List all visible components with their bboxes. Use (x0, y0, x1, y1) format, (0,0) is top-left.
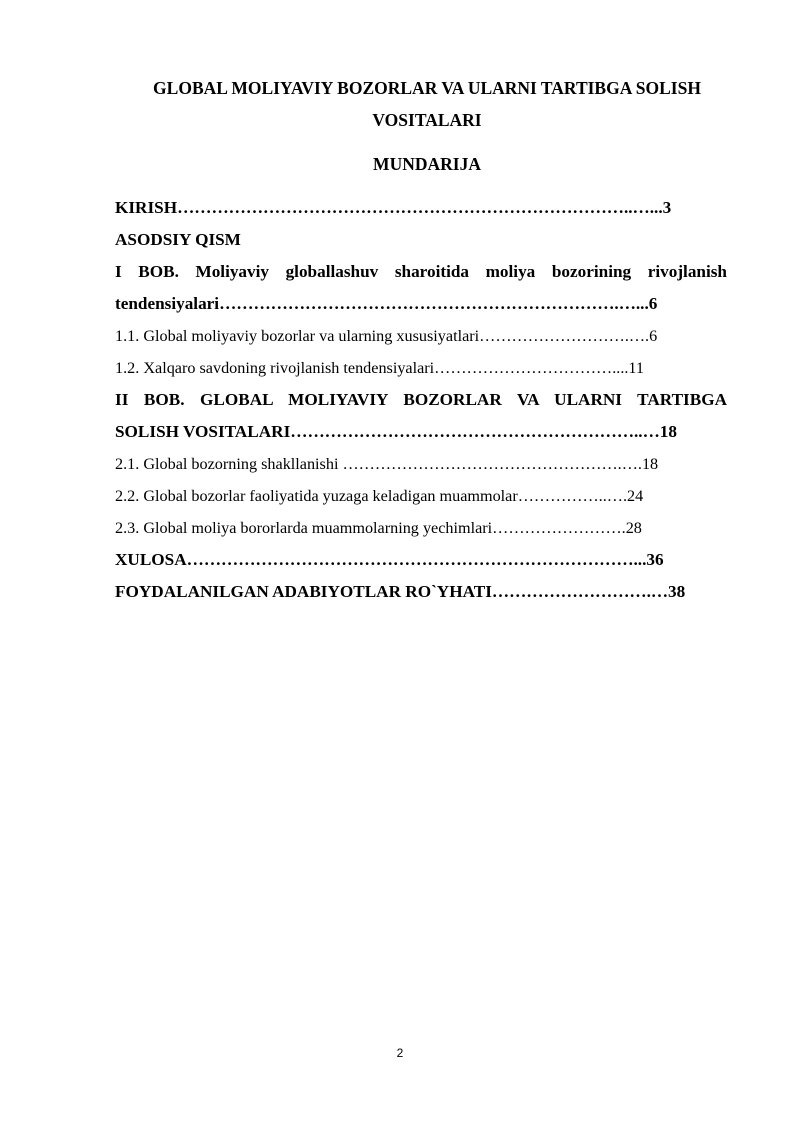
toc-entry-chapter-2-line-2: SOLISH VOSITALARI……………………………………………………..…18 (115, 422, 677, 441)
toc-entry-section-2-2: 2.2. Global bozorlar faoliyatida yuzaga keladigan muammolar……………..….24 (115, 487, 644, 505)
page-number: 2 (396, 1046, 404, 1060)
toc-entry-chapter-1-line-2: tendensiyalari…………………………………………………………….…...6 (115, 294, 658, 313)
table-of-contents (115, 192, 727, 608)
document-title-line-2: VOSITALARI (372, 110, 482, 130)
toc-entry-kirish: KIRISH……………………………………………………………………..…...3 (115, 198, 672, 217)
document-title-line-1: GLOBAL MOLIYAVIY BOZORLAR VA ULARNI TARTIBGA SOLISH (153, 78, 701, 98)
toc-entry-section-2-3: 2.3. Global moliya bororlarda muammolarning yechimlari…………………….28 (115, 519, 642, 537)
toc-heading: MUNDARIJA (373, 154, 481, 174)
toc-entry-asosiy-qism: ASODSIY QISM (115, 230, 241, 249)
toc-entry-chapter-2-line-1: II BOB. GLOBAL MOLIYAVIY BOZORLAR VA ULARNI TARTIBGA (115, 390, 727, 409)
toc-entry-references: FOYDALANILGAN ADABIYOTLAR RO`YHATI……………………….…38 (115, 582, 686, 601)
toc-entry-xulosa: XULOSA……………………………………………………………………...36 (115, 550, 664, 569)
toc-entry-chapter-1-line-1: I BOB. Moliyaviy globallashuv sharoitida moliya bozorining rivojlanish (115, 262, 727, 281)
toc-entry-section-1-2: 1.2. Xalqaro savdoning rivojlanish tendensiyalari……………………………....11 (115, 359, 645, 377)
toc-entry-section-2-1: 2.1. Global bozorning shakllanishi …………………………………………….….18 (115, 455, 659, 473)
toc-entry-section-1-1: 1.1. Global moliyaviy bozorlar va ularning xususiyatlari……………………….….6 (115, 327, 658, 345)
